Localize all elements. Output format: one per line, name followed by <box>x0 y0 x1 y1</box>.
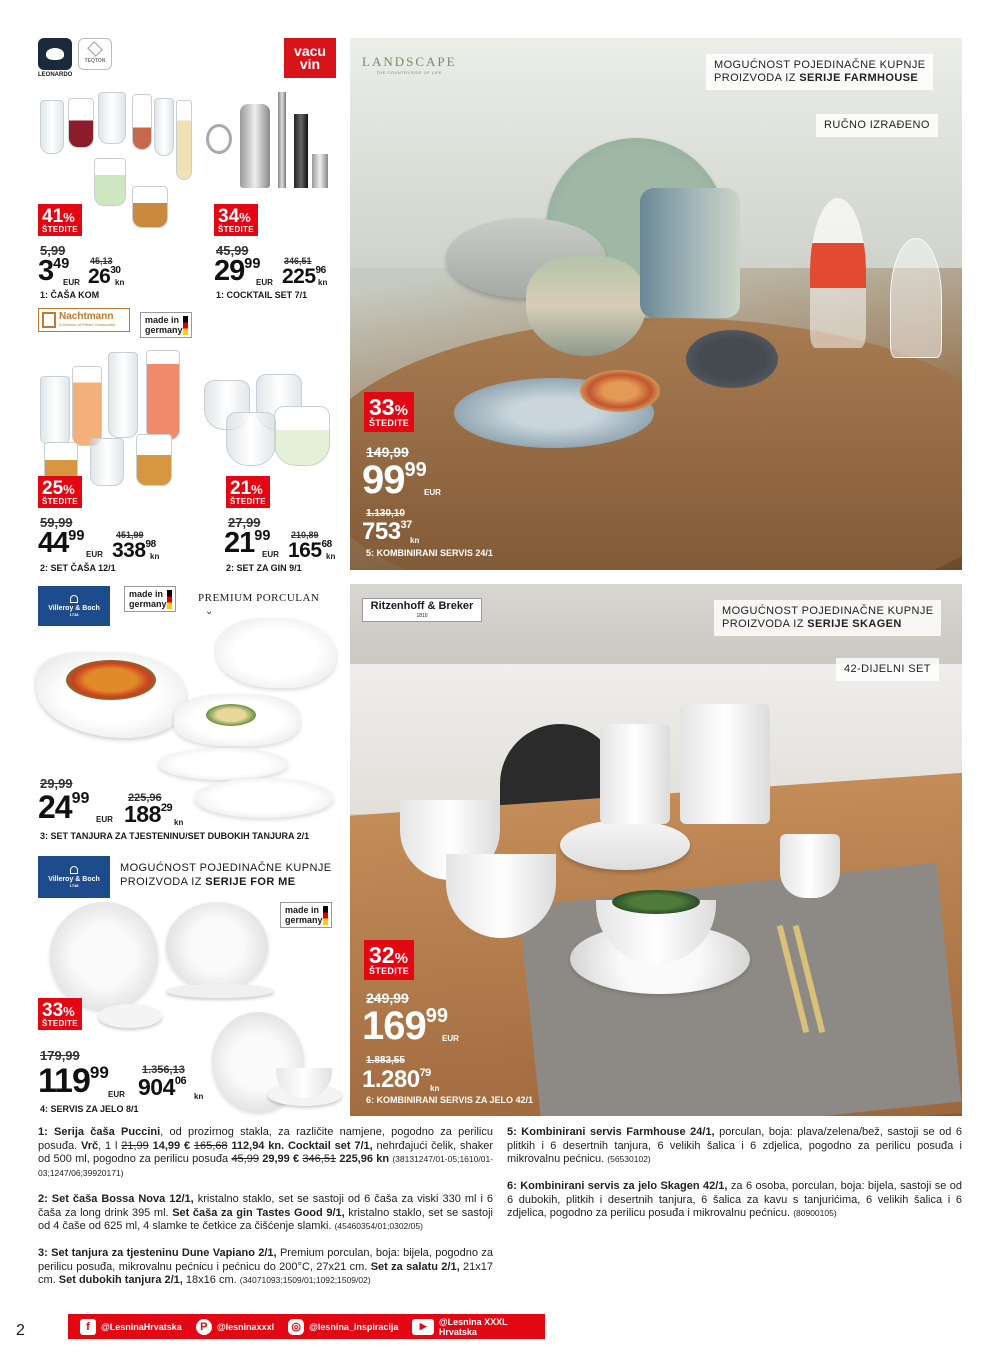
chevron-down-icon: ⌄ <box>205 606 214 617</box>
kn-label-p1b: kn <box>318 278 328 287</box>
kn-price-p4: $904^{06}$ <box>138 1074 187 1100</box>
villeroy-boch-logo-2: Villeroy & Boch 1748 <box>38 856 110 898</box>
kn-price-p3: $188^{29}$ <box>124 801 173 827</box>
facebook-icon: f <box>80 1319 96 1335</box>
ritzenhoff-breker-logo: Ritzenhoff & Breker 1810 <box>362 598 482 622</box>
old-kn-p5: 1.130,10 <box>366 508 405 519</box>
old-kn-p3: 225,96 <box>128 792 162 804</box>
eur-label-p6: EUR <box>442 1034 459 1043</box>
discount-badge-p4: 33% ŠTEDITE <box>38 998 82 1030</box>
discount-badge-p5: 33% ŠTEDITE <box>364 392 414 432</box>
social-bar <box>68 1314 545 1339</box>
old-price-p1b: 45,99 <box>216 243 249 258</box>
discount-badge-p6: 32% ŠTEDITE <box>364 940 414 980</box>
kn-price-p5: $753^{37}$ <box>362 518 412 545</box>
price-p1a: $3^{49}$ <box>38 255 70 287</box>
made-in-germany-badge-2: made in germany <box>124 586 176 612</box>
product-name-p2a: 2: SET ČAŠA 12/1 <box>40 563 116 573</box>
premium-porculan-label: PREMIUM PORCULAN <box>198 592 320 604</box>
skagen-info-box: MOGUĆNOST POJEDINAČNE KUPNJE PROIZVODA IZ SERIJE SKAGEN <box>714 600 941 636</box>
price-p3: $24^{99}$ <box>38 789 90 825</box>
price-p2b: $21^{99}$ <box>224 527 271 559</box>
old-kn-p2b: 210,89 <box>291 530 319 540</box>
discount-badge-p2a: 25% ŠTEDITE <box>38 476 82 508</box>
product-name-p4: 4: SERVIS ZA JELO 8/1 <box>40 1104 139 1114</box>
social-instagram[interactable]: ◎ @lesnina_inspiracija <box>288 1319 398 1335</box>
price-p2a: $44^{99}$ <box>38 527 85 559</box>
eur-label-p4: EUR <box>108 1090 125 1099</box>
discount-badge-p1b: 34% ŠTEDITE <box>214 204 258 236</box>
price-p1b: $29^{99}$ <box>214 255 261 287</box>
discount-badge-p1a: 41% ŠTEDITE <box>38 204 82 236</box>
eur-label-p1b: EUR <box>256 278 273 287</box>
kn-price-p1b: $225^{96}$ <box>282 265 326 288</box>
description-6: 6: Kombinirani servis za jelo Skagen 42/1, za 6 osoba, porculan, boja: bijela, sastoji se od 6 dubokih, plitkih i desertnih tanjura, 6 šalica za kavu s tanjurićima, 6 velikih šalica i 6 zdjelica, pogodno za perilicu posuđa i mikrovalnu pećnicu. (80900105) <box>507 1180 962 1220</box>
description-2: 2: Set čaša Bossa Nova 12/1, kristalno staklo, set se sastoji od 6 čaša za viski 330 ml i 6 čaša za long drink 395 ml. Set čaša za gin Tastes Good 9/1, kristalno staklo, set se sastoji od 4 čaše od 625 ml, 4 slamke te četkice za čišćenje slamki. (45460354/01;0302/05) <box>38 1193 494 1233</box>
for-me-info: MOGUĆNOST POJEDINAČNE KUPNJE PROIZVODA IZ SERIJE FOR ME <box>120 862 332 888</box>
price-p4: $119^{99}$ <box>38 1062 109 1100</box>
instagram-icon: ◎ <box>288 1319 304 1335</box>
product-name-p1b: 1: COCKTAIL SET 7/1 <box>216 290 308 300</box>
old-kn-p6: 1.883,55 <box>366 1055 405 1066</box>
skagen-set-tag: 42-DIJELNI SET <box>836 658 939 681</box>
eur-label-p1a: EUR <box>63 278 80 287</box>
kn-label-p2b: kn <box>326 552 336 561</box>
discount-badge-p2b: 21% ŠTEDITE <box>226 476 270 508</box>
leonardo-logo <box>38 38 72 70</box>
social-pinterest[interactable]: P @lesninaxxxl <box>196 1319 274 1335</box>
kn-price-p6: 1.280$^{79}$ <box>362 1066 431 1093</box>
product-name-p5: 5: KOMBINIRANI SERVIS 24/1 <box>366 548 493 558</box>
description-1: 1: Serija čaša Puccini, od prozirnog stakla, za različite namjene, pogodno za perilicu posuđa. Vrč, 1 l 21,99 14,99 € 165,68 112,94 kn. Cocktail set 7/1, nehrđajući čelik, shaker od 500 ml, pogodno za perilicu posuđa 45,99 29,99 € 346,51 225,96 kn (38131247/01-05;1610/01-03;1247/06;39920171) <box>38 1126 494 1178</box>
farmhouse-info-box: MOGUĆNOST POJEDINAČNE KUPNJE PROIZVODA IZ SERIJE FARMHOUSE <box>706 54 933 90</box>
cocktail-set-image <box>200 84 340 194</box>
eur-label-p3: EUR <box>96 815 113 824</box>
vacuvin-logo: vacu vin <box>284 38 336 78</box>
kn-price-p2a: $338^{98}$ <box>112 539 156 562</box>
farmhouse-handmade-tag: RUČNO IZRAĐENO <box>816 114 938 137</box>
pinterest-icon: P <box>196 1319 212 1335</box>
old-kn-p2a: 451,99 <box>116 530 144 540</box>
kn-label-p4: kn <box>194 1092 204 1101</box>
kn-label-p5: kn <box>410 536 420 545</box>
leonardo-label: LEONARDO <box>38 72 73 78</box>
page-number: 2 <box>16 1322 25 1339</box>
social-youtube[interactable]: ▶ @Lesnina XXXL Hrvatska <box>412 1317 545 1337</box>
kn-label-p2a: kn <box>150 552 160 561</box>
old-price-p2a: 59,99 <box>40 515 73 530</box>
description-5: 5: Kombinirani servis Farmhouse 24/1, porculan, boja: plava/zelena/bež, sastoji se od 6 plitkih i 6 desertnih tanjura, 6 velikih šalica i 6 zdjelica, pogodno za perilicu posuđa i mikrovalnu pećnicu. (56530102) <box>507 1126 962 1166</box>
old-price-p4: 179,99 <box>40 1048 80 1063</box>
kn-label-p6: kn <box>430 1084 440 1093</box>
kn-label-p3: kn <box>174 818 184 827</box>
old-price-p3: 29,99 <box>40 776 73 791</box>
teqton-logo: TEQTON <box>78 38 112 70</box>
old-kn-p4: 1.356,13 <box>142 1064 185 1076</box>
old-kn-p1a: 45,13 <box>90 256 113 266</box>
youtube-icon: ▶ <box>412 1319 433 1335</box>
old-price-p6: 249,99 <box>366 990 409 1006</box>
old-price-p5: 149,99 <box>366 444 409 460</box>
made-in-germany-badge-3: made in germany <box>280 902 332 928</box>
nachtmann-logo: Nachtmann A Division of Riedel Glassworks <box>38 308 130 332</box>
social-facebook[interactable]: f @LesninaHrvatska <box>80 1319 182 1335</box>
villeroy-boch-logo-1: Villeroy & Boch 1748 <box>38 586 110 626</box>
made-in-germany-badge-1: made in germany <box>140 312 192 338</box>
product-name-p6: 6: KOMBINIRANI SERVIS ZA JELO 42/1 <box>366 1095 534 1105</box>
description-3: 3: Set tanjura za tjesteninu Dune Vapiano 2/1, Premium porculan, boja: bijela, pogodno za perilicu posuđa, mikrovalnu pećnicu i pećnicu do 200°C, 27x21 cm. Set za salatu 2/1, 21x17 cm. Set dubokih tanjura 2/1, 18x16 cm. (34071093;1509/01;1092;1509/02) <box>38 1247 493 1287</box>
bossa-nova-glasses-image <box>36 346 196 496</box>
eur-label-p2a: EUR <box>86 550 103 559</box>
product-name-p2b: 2: SET ZA GIN 9/1 <box>226 563 302 573</box>
old-kn-p1b: 346,51 <box>284 256 312 266</box>
product-name-p3: 3: SET TANJURA ZA TJESTENINU/SET DUBOKIH TANJURA 2/1 <box>40 831 310 841</box>
kn-label-p1a: kn <box>115 278 125 287</box>
eur-label-p5: EUR <box>424 488 441 497</box>
price-p6: $169^{99}$ <box>362 1004 448 1048</box>
eur-label-p2b: EUR <box>262 550 279 559</box>
product-name-p1a: 1: ČAŠA KOM <box>40 290 100 300</box>
old-price-p2b: 27,99 <box>228 515 261 530</box>
kn-price-p1a: $26^{30}$ <box>88 265 121 288</box>
gin-set-image <box>200 360 340 470</box>
old-price-p1a: 5,99 <box>40 243 66 258</box>
kn-price-p2b: $165^{68}$ <box>288 539 332 562</box>
landscape-logo: LANDSCAPE THE COUNTRYSIDE OF LIFE <box>362 54 457 75</box>
price-p5: $99^{99}$ <box>362 458 427 502</box>
